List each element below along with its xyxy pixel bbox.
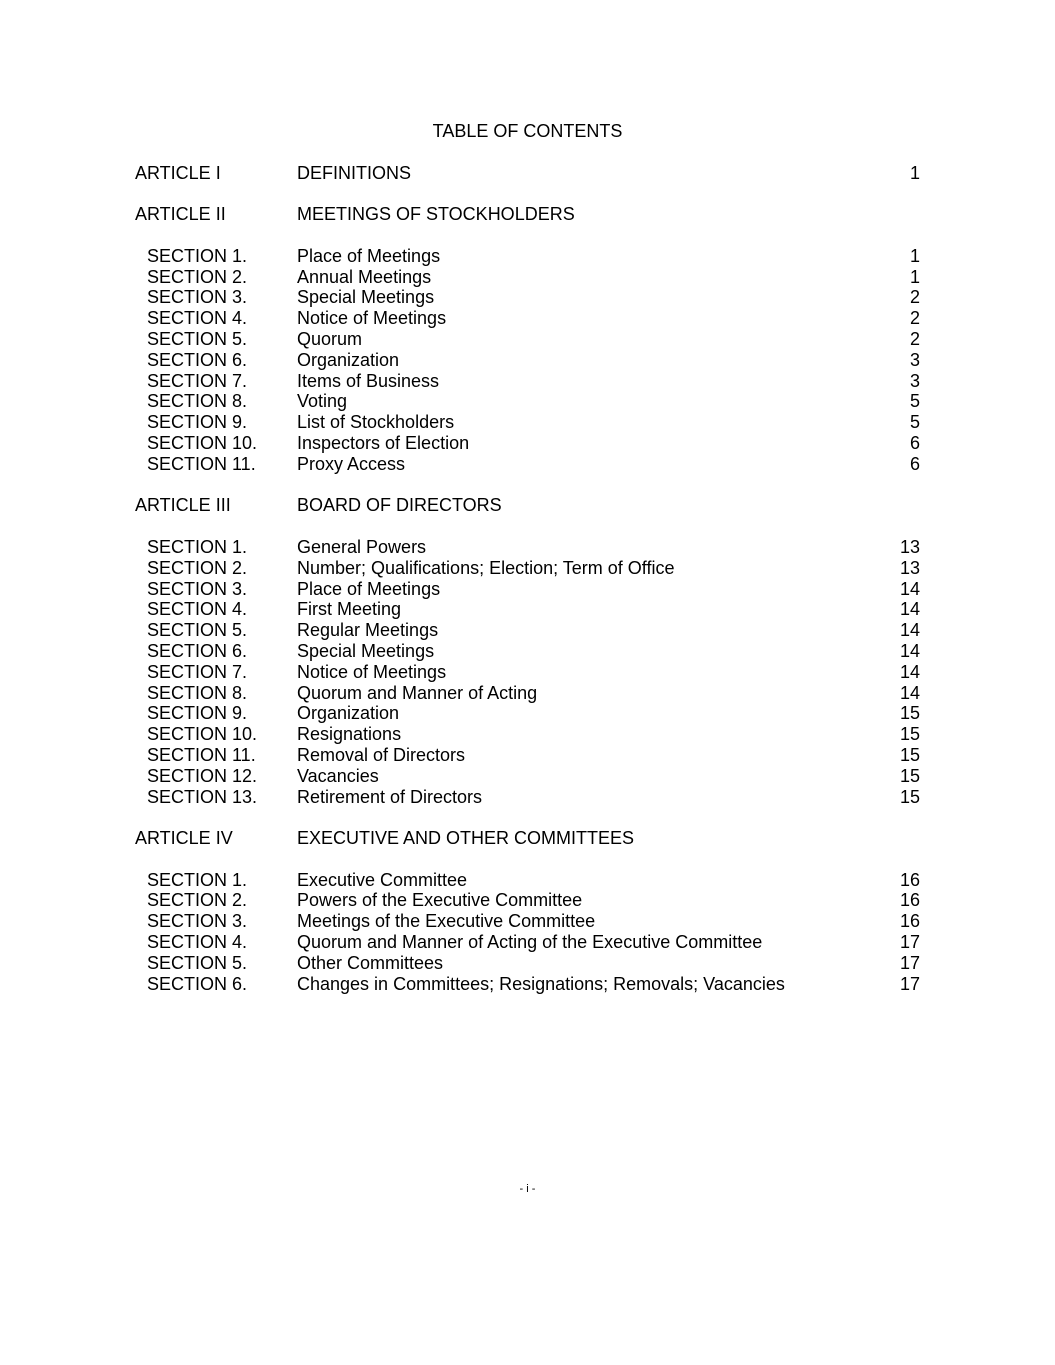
section-page-number: 1 <box>909 266 920 287</box>
section-label: SECTION 6. <box>147 640 248 661</box>
section-page-number: 14 <box>899 661 920 682</box>
section-label: SECTION 9. <box>147 703 248 724</box>
section-label: SECTION 5. <box>147 328 248 349</box>
article-page-number <box>878 828 920 849</box>
section-label: SECTION 8. <box>147 682 248 703</box>
section-row <box>135 287 920 308</box>
section-page-number: 14 <box>899 640 920 661</box>
section-label: SECTION 3. <box>147 287 248 308</box>
section-label: SECTION 2. <box>147 266 248 287</box>
article-heading-row <box>135 163 920 184</box>
section-row <box>135 932 920 953</box>
section-title: Powers of the Executive Committee <box>297 890 583 911</box>
section-label: SECTION 10. <box>147 724 258 745</box>
article-title: MEETINGS OF STOCKHOLDERS <box>297 204 575 225</box>
section-row <box>135 703 920 724</box>
section-title: Special Meetings <box>297 640 435 661</box>
article-heading-row <box>135 204 920 225</box>
toc-title: TABLE OF CONTENTS <box>432 121 623 141</box>
section-row <box>135 246 920 267</box>
section-title: Resignations <box>297 724 402 745</box>
toc-articles <box>135 163 920 995</box>
section-row <box>135 454 920 475</box>
section-label: SECTION 10. <box>147 432 258 453</box>
section-title: General Powers <box>297 536 427 557</box>
section-title: Inspectors of Election <box>297 432 470 453</box>
section-row <box>135 308 920 329</box>
article-label: ARTICLE II <box>135 204 226 225</box>
page-number-footer: - i - <box>519 1183 536 1195</box>
section-label: SECTION 12. <box>147 765 258 786</box>
section-page-number: 14 <box>899 620 920 641</box>
section-title: Vacancies <box>297 765 379 786</box>
section-label: SECTION 5. <box>147 952 248 973</box>
section-label: SECTION 9. <box>147 412 248 433</box>
section-row <box>135 787 920 808</box>
section-list <box>135 870 920 995</box>
section-page-number: 3 <box>909 349 920 370</box>
section-row <box>135 870 920 891</box>
section-title: Annual Meetings <box>297 266 432 287</box>
section-label: SECTION 4. <box>147 308 248 329</box>
section-page-number: 3 <box>909 370 920 391</box>
section-row <box>135 558 920 579</box>
section-page-number: 5 <box>909 412 920 433</box>
article-block <box>135 828 920 994</box>
section-title: Quorum and Manner of Acting of the Executive Committee <box>297 932 763 953</box>
section-page-number: 2 <box>909 287 920 308</box>
article-heading-row <box>135 495 920 516</box>
section-label: SECTION 6. <box>147 973 248 994</box>
section-row <box>135 620 920 641</box>
article-title: DEFINITIONS <box>297 162 412 183</box>
section-title: Changes in Committees; Resignations; Removals; Vacancies <box>297 973 785 994</box>
section-page-number: 14 <box>899 682 920 703</box>
article-block <box>135 163 920 184</box>
section-label: SECTION 8. <box>147 391 248 412</box>
section-page-number: 15 <box>899 744 920 765</box>
section-row <box>135 911 920 932</box>
section-page-number: 17 <box>899 932 920 953</box>
section-label: SECTION 5. <box>147 620 248 641</box>
section-page-number: 6 <box>909 432 920 453</box>
section-page-number: 16 <box>899 911 920 932</box>
section-row <box>135 766 920 787</box>
article-label: ARTICLE I <box>135 162 221 183</box>
section-title: Other Committees <box>297 952 444 973</box>
section-page-number: 17 <box>899 952 920 973</box>
section-row <box>135 329 920 350</box>
article-heading-row <box>135 828 920 849</box>
section-label: SECTION 7. <box>147 661 248 682</box>
section-title: Meetings of the Executive Committee <box>297 911 596 932</box>
section-title: Organization <box>297 703 400 724</box>
section-title: Number; Qualifications; Election; Term of Office <box>297 557 675 578</box>
section-title: List of Stockholders <box>297 412 455 433</box>
section-title: Quorum and Manner of Acting <box>297 682 538 703</box>
article-page-number <box>878 495 920 516</box>
section-label: SECTION 2. <box>147 890 248 911</box>
section-row <box>135 579 920 600</box>
section-title: Place of Meetings <box>297 245 441 266</box>
section-page-number: 16 <box>899 890 920 911</box>
section-page-number: 17 <box>899 973 920 994</box>
section-label: SECTION 6. <box>147 349 248 370</box>
section-title: Proxy Access <box>297 453 406 474</box>
section-page-number: 14 <box>899 578 920 599</box>
section-label: SECTION 11. <box>147 453 256 474</box>
article-title: BOARD OF DIRECTORS <box>297 495 502 516</box>
section-label: SECTION 7. <box>147 370 248 391</box>
section-page-number: 15 <box>899 703 920 724</box>
section-row <box>135 662 920 683</box>
section-title: Items of Business <box>297 370 440 391</box>
section-title: Notice of Meetings <box>297 661 447 682</box>
section-page-number: 5 <box>909 391 920 412</box>
section-row <box>135 350 920 371</box>
section-row <box>135 433 920 454</box>
article-block <box>135 495 920 807</box>
section-page-number: 2 <box>909 308 920 329</box>
section-title: Executive Committee <box>297 869 468 890</box>
section-title: First Meeting <box>297 599 402 620</box>
section-list <box>135 246 920 475</box>
section-title: Removal of Directors <box>297 744 466 765</box>
section-page-number: 2 <box>909 328 920 349</box>
section-title: Notice of Meetings <box>297 308 447 329</box>
section-label: SECTION 11. <box>147 744 256 765</box>
section-page-number: 6 <box>909 453 920 474</box>
section-title: Place of Meetings <box>297 578 441 599</box>
section-row <box>135 412 920 433</box>
section-label: SECTION 3. <box>147 578 248 599</box>
section-row <box>135 745 920 766</box>
section-row <box>135 391 920 412</box>
section-label: SECTION 4. <box>147 932 248 953</box>
article-page-number <box>878 204 920 225</box>
section-page-number: 15 <box>899 765 920 786</box>
section-label: SECTION 13. <box>147 786 258 807</box>
section-label: SECTION 1. <box>147 536 248 557</box>
section-label: SECTION 4. <box>147 599 248 620</box>
section-row <box>135 641 920 662</box>
section-row <box>135 974 920 995</box>
section-row <box>135 890 920 911</box>
section-title: Voting <box>297 391 348 412</box>
article-label: ARTICLE IV <box>135 828 233 849</box>
section-page-number: 1 <box>909 245 920 266</box>
section-row <box>135 599 920 620</box>
section-title: Regular Meetings <box>297 620 439 641</box>
section-page-number: 14 <box>899 599 920 620</box>
section-row <box>135 683 920 704</box>
section-label: SECTION 1. <box>147 869 248 890</box>
section-page-number: 15 <box>899 724 920 745</box>
section-page-number: 13 <box>899 557 920 578</box>
section-page-number: 15 <box>899 786 920 807</box>
section-label: SECTION 2. <box>147 557 248 578</box>
section-label: SECTION 3. <box>147 911 248 932</box>
article-page-number: 1 <box>909 162 920 183</box>
section-page-number: 13 <box>899 536 920 557</box>
section-page-number: 16 <box>899 869 920 890</box>
section-row <box>135 267 920 288</box>
article-label: ARTICLE III <box>135 495 231 516</box>
section-row <box>135 371 920 392</box>
section-row <box>135 724 920 745</box>
section-title: Retirement of Directors <box>297 786 483 807</box>
section-row <box>135 537 920 558</box>
section-label: SECTION 1. <box>147 245 248 266</box>
section-title: Special Meetings <box>297 287 435 308</box>
article-block <box>135 204 920 474</box>
section-row <box>135 953 920 974</box>
section-title: Quorum <box>297 328 363 349</box>
section-list <box>135 537 920 807</box>
section-title: Organization <box>297 349 400 370</box>
article-title: EXECUTIVE AND OTHER COMMITTEES <box>297 828 635 849</box>
